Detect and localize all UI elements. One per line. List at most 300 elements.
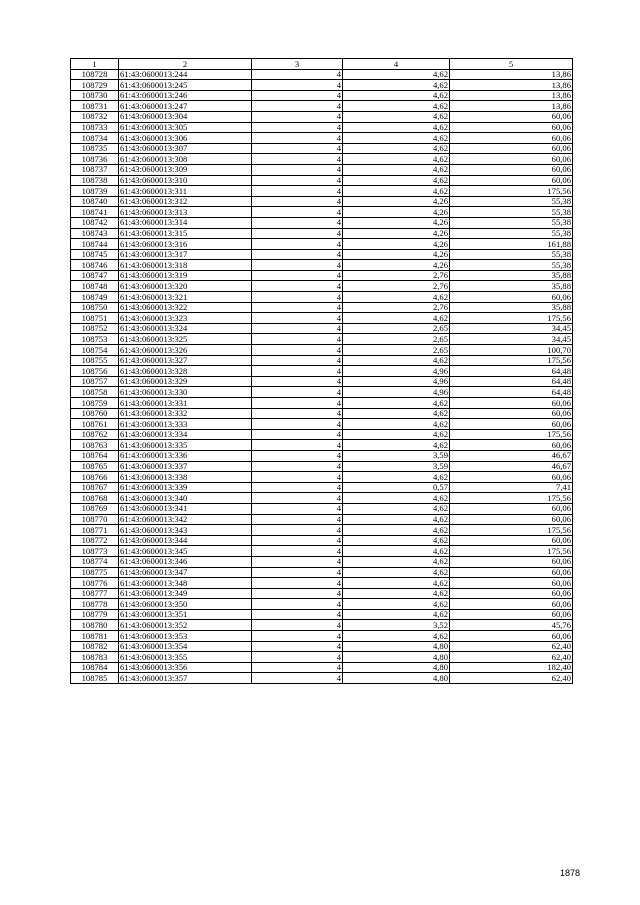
column-5-cell: 46,67 [450,461,573,472]
table-row [71,631,573,642]
row-number-cell: 108770 [71,514,119,525]
column-3-cell: 4 [252,450,343,461]
row-number-cell: 108765 [71,461,119,472]
column-4-cell: 4,62 [343,546,450,557]
column-5-cell: 45,76 [450,620,573,631]
row-number-cell: 108772 [71,535,119,546]
cadastral-number-cell: 61:43:0600013:314 [119,217,252,228]
row-number-cell: 108762 [71,429,119,440]
table-row [71,90,573,101]
row-number-cell: 108784 [71,662,119,673]
column-3-cell: 4 [252,122,343,133]
column-4-cell: 4,62 [343,419,450,430]
table-row [71,143,573,154]
row-number-cell: 108740 [71,196,119,207]
table-row [71,440,573,451]
column-5-cell: 60,06 [450,503,573,514]
table-row [71,334,573,345]
column-5-cell: 55,38 [450,207,573,218]
table-row [71,419,573,430]
table-row [71,302,573,313]
cadastral-number-cell: 61:43:0600013:319 [119,270,252,281]
cadastral-number-cell: 61:43:0600013:339 [119,482,252,493]
table-row [71,620,573,631]
cadastral-number-cell: 61:43:0600013:352 [119,620,252,631]
cadastral-number-cell: 61:43:0600013:326 [119,345,252,356]
table-row [71,122,573,133]
column-4-cell: 4,62 [343,90,450,101]
table-row [71,175,573,186]
column-3-cell: 4 [252,461,343,472]
column-4-cell: 4,62 [343,101,450,112]
table-row [71,652,573,663]
column-3-cell: 4 [252,196,343,207]
row-number-cell: 108737 [71,164,119,175]
table-row [71,260,573,271]
table-row [71,196,573,207]
table-row [71,228,573,239]
column-3-cell: 4 [252,186,343,197]
column-3-cell: 4 [252,567,343,578]
cadastral-number-cell: 61:43:0600013:330 [119,387,252,398]
column-4-cell: 2,65 [343,334,450,345]
row-number-cell: 108755 [71,355,119,366]
cadastral-number-cell: 61:43:0600013:307 [119,143,252,154]
column-3-cell: 4 [252,228,343,239]
column-5-cell: 175,56 [450,313,573,324]
column-5-cell: 60,06 [450,588,573,599]
column-5-cell: 60,06 [450,599,573,610]
column-3-cell: 4 [252,239,343,250]
cadastral-number-cell: 61:43:0600013:322 [119,302,252,313]
column-5-cell: 13,86 [450,90,573,101]
column-3-cell: 4 [252,80,343,91]
row-number-cell: 108733 [71,122,119,133]
table-row [71,662,573,673]
cadastral-number-cell: 61:43:0600013:334 [119,429,252,440]
column-3-cell: 4 [252,323,343,334]
table-row [71,355,573,366]
column-3-cell: 4 [252,281,343,292]
column-3-cell: 4 [252,260,343,271]
column-4-cell: 4,62 [343,313,450,324]
column-3-cell: 4 [252,429,343,440]
column-4-cell: 2,76 [343,270,450,281]
table-row [71,398,573,409]
table-row [71,472,573,483]
column-3-cell: 4 [252,101,343,112]
column-3-cell: 4 [252,270,343,281]
column-3-cell: 4 [252,408,343,419]
column-4-cell: 4,26 [343,196,450,207]
column-5-cell: 175,56 [450,546,573,557]
column-5-cell: 55,38 [450,228,573,239]
column-5-cell: 182,40 [450,662,573,673]
row-number-cell: 108751 [71,313,119,324]
table-row [71,69,573,80]
column-4-cell: 4,62 [343,69,450,80]
table-row [71,186,573,197]
cadastral-number-cell: 61:43:0600013:317 [119,249,252,260]
column-5-cell: 175,56 [450,429,573,440]
column-4-cell: 4,62 [343,292,450,303]
column-4-cell: 4,62 [343,535,450,546]
column-4-cell: 4,80 [343,662,450,673]
column-5-cell: 100,70 [450,345,573,356]
cadastral-number-cell: 61:43:0600013:320 [119,281,252,292]
row-number-cell: 108774 [71,556,119,567]
column-5-cell: 60,06 [450,175,573,186]
column-5-cell: 60,06 [450,154,573,165]
column-5-cell: 60,06 [450,419,573,430]
table-row [71,323,573,334]
column-5-cell: 60,06 [450,111,573,122]
column-5-cell: 55,38 [450,196,573,207]
table-row [71,535,573,546]
column-4-cell: 4,96 [343,376,450,387]
column-4-cell: 4,26 [343,239,450,250]
cadastral-number-cell: 61:43:0600013:306 [119,133,252,144]
cadastral-number-cell: 61:43:0600013:354 [119,641,252,652]
table-row [71,609,573,620]
column-4-cell: 2,65 [343,345,450,356]
row-number-cell: 108785 [71,673,119,684]
cadastral-number-cell: 61:43:0600013:349 [119,588,252,599]
cadastral-number-cell: 61:43:0600013:318 [119,260,252,271]
column-5-cell: 60,06 [450,514,573,525]
column-5-cell: 161,88 [450,239,573,250]
column-3-cell: 4 [252,620,343,631]
row-number-cell: 108760 [71,408,119,419]
table-row [71,164,573,175]
cadastral-number-cell: 61:43:0600013:309 [119,164,252,175]
cadastral-number-cell: 61:43:0600013:336 [119,450,252,461]
cadastral-number-cell: 61:43:0600013:328 [119,366,252,377]
column-3-cell: 4 [252,631,343,642]
table-row [71,588,573,599]
row-number-cell: 108747 [71,270,119,281]
row-number-cell: 108777 [71,588,119,599]
table-row [71,461,573,472]
cadastral-number-cell: 61:43:0600013:329 [119,376,252,387]
cadastral-number-cell: 61:43:0600013:313 [119,207,252,218]
row-number-cell: 108767 [71,482,119,493]
column-4-cell: 3,52 [343,620,450,631]
column-4-cell: 4,62 [343,578,450,589]
column-3-cell: 4 [252,493,343,504]
column-4-cell: 4,62 [343,599,450,610]
column-5-cell: 60,06 [450,143,573,154]
column-4-cell: 4,62 [343,609,450,620]
row-number-cell: 108746 [71,260,119,271]
row-number-cell: 108776 [71,578,119,589]
cadastral-number-cell: 61:43:0600013:332 [119,408,252,419]
cadastral-number-cell: 61:43:0600013:342 [119,514,252,525]
table-row [71,450,573,461]
column-3-cell: 4 [252,398,343,409]
column-3-cell: 4 [252,302,343,313]
row-number-cell: 108748 [71,281,119,292]
column-5-cell: 13,86 [450,101,573,112]
column-3-cell: 4 [252,419,343,430]
row-number-cell: 108775 [71,567,119,578]
table-row [71,408,573,419]
row-number-cell: 108730 [71,90,119,101]
row-number-cell: 108783 [71,652,119,663]
cadastral-number-cell: 61:43:0600013:345 [119,546,252,557]
column-5-cell: 175,56 [450,525,573,536]
column-5-cell: 55,38 [450,249,573,260]
column-3-cell: 4 [252,652,343,663]
column-4-cell: 4,62 [343,164,450,175]
column-4-cell: 4,62 [343,631,450,642]
column-5-cell: 175,56 [450,186,573,197]
column-3-cell: 4 [252,482,343,493]
row-number-cell: 108769 [71,503,119,514]
column-3-cell: 4 [252,133,343,144]
row-number-cell: 108738 [71,175,119,186]
column-3-cell: 4 [252,662,343,673]
column-4-cell: 2,65 [343,323,450,334]
column-5-cell: 64,48 [450,387,573,398]
column-3-cell: 4 [252,376,343,387]
table-row [71,249,573,260]
row-number-cell: 108749 [71,292,119,303]
column-5-cell: 62,40 [450,652,573,663]
column-5-cell: 34,45 [450,323,573,334]
table-row [71,556,573,567]
column-4-cell: 4,62 [343,429,450,440]
table-row [71,345,573,356]
cadastral-number-cell: 61:43:0600013:312 [119,196,252,207]
cadastral-number-cell: 61:43:0600013:305 [119,122,252,133]
column-4-cell: 4,96 [343,387,450,398]
column-5-cell: 55,38 [450,217,573,228]
row-number-cell: 108763 [71,440,119,451]
column-5-cell: 62,40 [450,641,573,652]
column-5-cell: 60,06 [450,609,573,620]
column-4-cell: 4,62 [343,80,450,91]
column-4-cell: 4,62 [343,143,450,154]
column-header-5: 5 [450,59,573,70]
column-5-cell: 60,06 [450,535,573,546]
row-number-cell: 108782 [71,641,119,652]
column-4-cell: 4,62 [343,186,450,197]
cadastral-number-cell: 61:43:0600013:323 [119,313,252,324]
row-number-cell: 108742 [71,217,119,228]
column-3-cell: 4 [252,90,343,101]
column-5-cell: 60,06 [450,122,573,133]
table-row [71,101,573,112]
column-4-cell: 3,59 [343,450,450,461]
table-row [71,313,573,324]
table-row [71,482,573,493]
cadastral-number-cell: 61:43:0600013:348 [119,578,252,589]
cadastral-number-cell: 61:43:0600013:331 [119,398,252,409]
column-5-cell: 60,06 [450,292,573,303]
table-row [71,376,573,387]
column-3-cell: 4 [252,503,343,514]
column-4-cell: 4,62 [343,355,450,366]
column-5-cell: 35,88 [450,302,573,313]
cadastral-number-cell: 61:43:0600013:344 [119,535,252,546]
table-row [71,493,573,504]
column-3-cell: 4 [252,578,343,589]
column-3-cell: 4 [252,525,343,536]
row-number-cell: 108750 [71,302,119,313]
table-row [71,546,573,557]
row-number-cell: 108743 [71,228,119,239]
column-5-cell: 13,86 [450,80,573,91]
cadastral-number-cell: 61:43:0600013:341 [119,503,252,514]
column-3-cell: 4 [252,599,343,610]
column-5-cell: 62,40 [450,673,573,684]
cadastral-number-cell: 61:43:0600013:355 [119,652,252,663]
column-header-1: 1 [71,59,119,70]
cadastral-number-cell: 61:43:0600013:325 [119,334,252,345]
column-4-cell: 4,62 [343,408,450,419]
table-row [71,641,573,652]
table-body [71,69,573,683]
column-5-cell: 35,88 [450,270,573,281]
row-number-cell: 108758 [71,387,119,398]
row-number-cell: 108735 [71,143,119,154]
column-5-cell: 60,06 [450,631,573,642]
column-4-cell: 0,57 [343,482,450,493]
column-5-cell: 60,06 [450,567,573,578]
column-4-cell: 4,62 [343,154,450,165]
row-number-cell: 108779 [71,609,119,620]
column-3-cell: 4 [252,673,343,684]
table-row [71,111,573,122]
table-row [71,567,573,578]
row-number-cell: 108741 [71,207,119,218]
column-4-cell: 4,62 [343,175,450,186]
column-5-cell: 60,06 [450,398,573,409]
cadastral-number-cell: 61:43:0600013:327 [119,355,252,366]
cadastral-number-cell: 61:43:0600013:351 [119,609,252,620]
column-5-cell: 60,06 [450,133,573,144]
table-header-row [71,59,573,70]
row-number-cell: 108757 [71,376,119,387]
column-5-cell: 55,38 [450,260,573,271]
cadastral-number-cell: 61:43:0600013:304 [119,111,252,122]
column-3-cell: 4 [252,355,343,366]
column-5-cell: 60,06 [450,578,573,589]
row-number-cell: 108761 [71,419,119,430]
column-3-cell: 4 [252,440,343,451]
column-5-cell: 60,06 [450,556,573,567]
column-3-cell: 4 [252,345,343,356]
table-row [71,207,573,218]
column-3-cell: 4 [252,207,343,218]
column-5-cell: 175,56 [450,493,573,504]
column-4-cell: 4,80 [343,673,450,684]
column-4-cell: 4,26 [343,207,450,218]
column-4-cell: 4,62 [343,472,450,483]
column-header-4: 4 [343,59,450,70]
cadastral-number-cell: 61:43:0600013:245 [119,80,252,91]
column-3-cell: 4 [252,472,343,483]
column-4-cell: 4,96 [343,366,450,377]
column-3-cell: 4 [252,387,343,398]
cadastral-number-cell: 61:43:0600013:357 [119,673,252,684]
row-number-cell: 108752 [71,323,119,334]
column-4-cell: 4,26 [343,217,450,228]
table-row [71,525,573,536]
column-5-cell: 64,48 [450,376,573,387]
cadastral-number-cell: 61:43:0600013:347 [119,567,252,578]
column-4-cell: 4,80 [343,641,450,652]
cadastral-number-cell: 61:43:0600013:311 [119,186,252,197]
table-row [71,292,573,303]
row-number-cell: 108773 [71,546,119,557]
table-row [71,503,573,514]
row-number-cell: 108736 [71,154,119,165]
cadastral-number-cell: 61:43:0600013:247 [119,101,252,112]
column-5-cell: 175,56 [450,355,573,366]
row-number-cell: 108759 [71,398,119,409]
column-5-cell: 46,67 [450,450,573,461]
row-number-cell: 108781 [71,631,119,642]
cadastral-number-cell: 61:43:0600013:343 [119,525,252,536]
column-5-cell: 60,06 [450,408,573,419]
column-5-cell: 13,86 [450,69,573,80]
cadastral-number-cell: 61:43:0600013:333 [119,419,252,430]
cadastral-number-cell: 61:43:0600013:316 [119,239,252,250]
column-4-cell: 4,26 [343,260,450,271]
column-4-cell: 4,62 [343,525,450,536]
row-number-cell: 108766 [71,472,119,483]
column-3-cell: 4 [252,535,343,546]
column-4-cell: 4,62 [343,588,450,599]
column-3-cell: 4 [252,249,343,260]
column-5-cell: 34,45 [450,334,573,345]
column-4-cell: 4,62 [343,514,450,525]
table-row [71,239,573,250]
column-4-cell: 4,62 [343,122,450,133]
cadastral-number-cell: 61:43:0600013:356 [119,662,252,673]
row-number-cell: 108745 [71,249,119,260]
column-3-cell: 4 [252,164,343,175]
table-row [71,217,573,228]
row-number-cell: 108753 [71,334,119,345]
cadastral-number-cell: 61:43:0600013:338 [119,472,252,483]
column-3-cell: 4 [252,175,343,186]
cadastral-number-cell: 61:43:0600013:246 [119,90,252,101]
column-5-cell: 60,06 [450,164,573,175]
row-number-cell: 108732 [71,111,119,122]
cadastral-number-cell: 61:43:0600013:244 [119,69,252,80]
cadastral-number-cell: 61:43:0600013:353 [119,631,252,642]
table-row [71,514,573,525]
table-row [71,281,573,292]
data-table [70,58,573,684]
cadastral-number-cell: 61:43:0600013:315 [119,228,252,239]
column-5-cell: 64,48 [450,366,573,377]
table-row [71,673,573,684]
column-4-cell: 4,62 [343,111,450,122]
column-5-cell: 7,41 [450,482,573,493]
column-3-cell: 4 [252,292,343,303]
page-number: 1878 [560,868,581,878]
row-number-cell: 108754 [71,345,119,356]
column-4-cell: 2,76 [343,302,450,313]
row-number-cell: 108744 [71,239,119,250]
row-number-cell: 108764 [71,450,119,461]
column-3-cell: 4 [252,217,343,228]
column-5-cell: 60,06 [450,440,573,451]
